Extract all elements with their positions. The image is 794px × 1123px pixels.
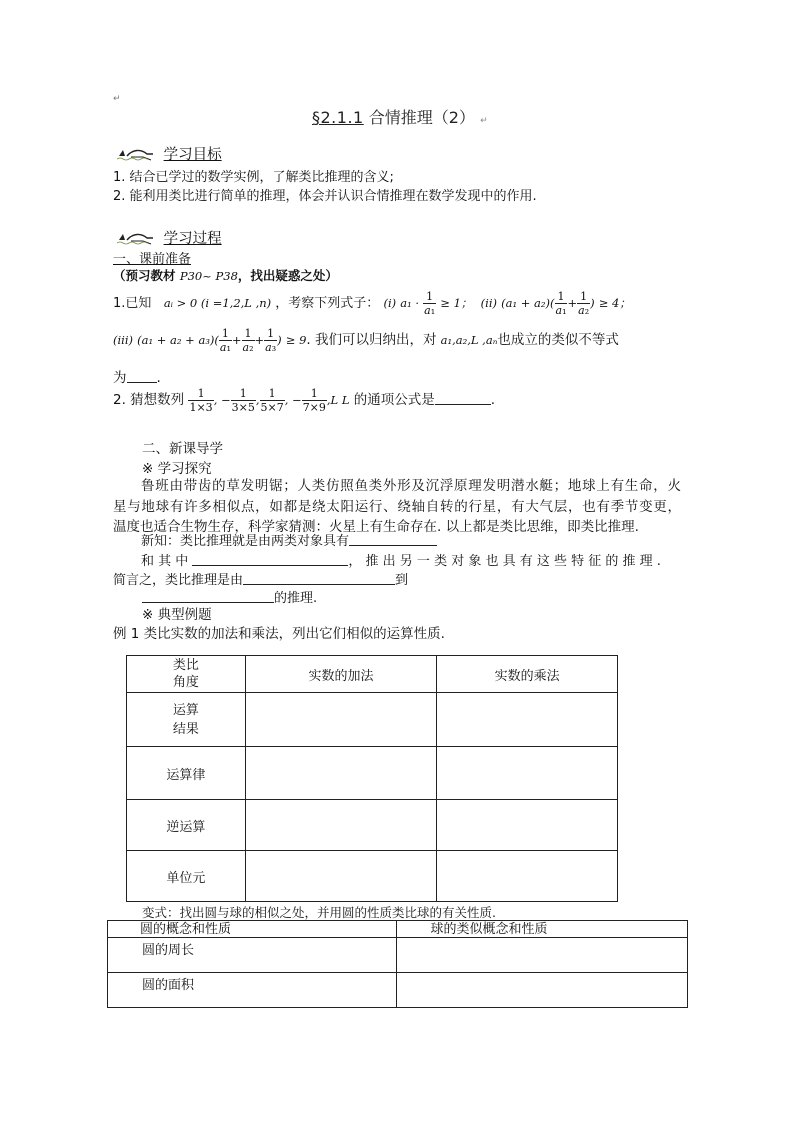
table-header-cell: 球的类似概念和性质 [396, 921, 688, 938]
table-row-label: 圆的周长 [108, 938, 397, 973]
example-1: 例 1 类比实数的加法和乘法，列出它们相似的运算性质. [113, 626, 445, 642]
prep-heading: 一、课前准备 [113, 252, 192, 267]
answer-blank[interactable] [349, 533, 437, 546]
lesson-heading: 二、新课导学 [142, 441, 223, 457]
new-knowledge: 新知：类比推理就是由两类对象具有 [141, 530, 437, 549]
goals-heading-label: 学习目标 [163, 147, 222, 163]
answer-blank[interactable] [435, 392, 491, 405]
fraction: $\frac{1}{5\times 7}$ [260, 386, 284, 414]
answer-blank[interactable] [142, 590, 274, 603]
answer-cell[interactable] [245, 800, 437, 851]
fraction: $\frac{1}{\text{a₁}}$ [424, 290, 436, 317]
brief-line: 简言之，类比推理是由 到 [113, 573, 409, 588]
answer-cell[interactable] [437, 747, 618, 800]
condition-formula: aᵢ > 0 (i =1,2,L ,n) [163, 296, 272, 310]
question-2: 2. 猜想数列 $\frac{1}{1\times 3}$ , − $\frac{1}{3\times 5}$ , $\frac{1}{5\times 7}$ , − $\frac{1}{7\times 9}$ ,L L 的通项公式是 . [113, 386, 496, 414]
answer-blank[interactable] [243, 572, 395, 585]
fraction: $\frac{1}{\text{a₁}}$ [555, 290, 567, 317]
answer-cell[interactable] [396, 938, 688, 973]
subheading-examples: ※ 典型例题 [142, 607, 212, 623]
process-heading [117, 227, 222, 248]
title-text: 合情推理（2） [363, 108, 475, 127]
answer-cell[interactable] [245, 851, 437, 902]
fraction: $\frac{1}{\text{a₂}}$ [242, 327, 254, 354]
table-row-label: 逆运算 [127, 800, 246, 851]
table-header-cell: 实数的乘法 [437, 656, 618, 693]
table-header-cell: 圆的概念和性质 [108, 921, 397, 938]
answer-cell[interactable] [245, 747, 437, 800]
goals-heading [117, 143, 222, 164]
brief-line-2: 的推理. [142, 587, 317, 606]
table-row-label: 运算律 [127, 747, 246, 800]
answer-cell[interactable] [437, 693, 618, 747]
paragraph-line: 温度也适合生物生存，科学家猜测：火星上有生命存在. 以上都是类比思维，即类比推理. [113, 519, 639, 535]
table-row-label: 运算 结果 [127, 693, 246, 747]
table-row-label: 圆的面积 [108, 973, 397, 1008]
question-1-line-3: 为 . [113, 370, 161, 386]
answer-cell[interactable] [437, 800, 618, 851]
process-heading-label: 学习过程 [163, 231, 222, 247]
title-mark: ↵ [480, 116, 488, 126]
fraction: $\frac{1}{1\times 3}$ [189, 386, 213, 414]
fraction: $\frac{1}{\text{a₂}}$ [578, 290, 590, 317]
new-knowledge-line-2: 和 其 中 ， 推 出 另 一 类 对 象 也 具 有 这 些 特 征 的 推 理 . [141, 554, 661, 569]
paragraph-mark: ↵ [113, 94, 121, 104]
table-header-cell: 实数的加法 [245, 656, 437, 693]
goal-item: 2. 能利用类比进行简单的推理，体会并认识合情推理在数学发现中的作用. [113, 189, 537, 204]
analogy-table [126, 655, 618, 902]
title-section: §2.1.1 [312, 108, 364, 127]
question-1-line-1: 1.已知 aᵢ > 0 (i =1,2,L ,n) ，考察下列式子： (i) a₁ · $\frac{1}{\text{a₁}}$ ≥ 1； (ii) (a₁ + a₂)( $\frac{1}{\text{a₁}}$ + $\frac{1}{\text{a₂}}$ ) ≥ 4； [113, 290, 631, 317]
question-1-line-2: (iii) (a₁ + a₂ + a₃)( $\frac{1}{\text{a₁}}$ + $\frac{1}{\text{a₂}}$ + $\frac{1}{\text{a₃}}$ ) ≥ 9. 我们可以归纳出，对 a₁,a₂,L ,aₙ也成立的类似不等式 [113, 327, 619, 354]
explore-paragraph [113, 476, 681, 538]
answer-cell[interactable] [437, 851, 618, 902]
table-row-label: 单位元 [127, 851, 246, 902]
table-header-cell: 类比 角度 [127, 656, 246, 693]
fraction: $\frac{1}{\text{a₁}}$ [219, 327, 231, 354]
fraction: $\frac{1}{3\times 5}$ [231, 386, 255, 414]
fraction: $\frac{1}{7\times 9}$ [302, 386, 326, 414]
subheading-explore: ※ 学习探究 [142, 461, 212, 477]
pen-icon [117, 147, 159, 161]
paragraph-line: 鲁班由带齿的草发明锯；人类仿照鱼类外形及沉浮原理发明潜水艇；地球上有生命，火 [141, 478, 681, 494]
answer-blank[interactable] [192, 553, 348, 566]
answer-cell[interactable] [396, 973, 688, 1008]
pen-icon [117, 231, 159, 245]
fraction: $\frac{1}{\text{a₃}}$ [265, 327, 277, 354]
variant-prompt: 变式：找出圆与球的相似之处，并用圆的性质类比球的有关性质. [142, 905, 496, 920]
paragraph-line: 星与地球有许多相似点，如都是绕太阳运行、绕轴自转的行星，有大气层，也有季节变更， [113, 498, 681, 515]
prep-note: （预习教材 P30~ P38，找出疑惑之处） [113, 268, 338, 283]
goal-item: 1. 结合已学过的数学实例，了解类比推理的含义; [113, 170, 394, 185]
page-title [312, 105, 488, 128]
circle-sphere-table [107, 920, 688, 1008]
answer-cell[interactable] [245, 693, 437, 747]
